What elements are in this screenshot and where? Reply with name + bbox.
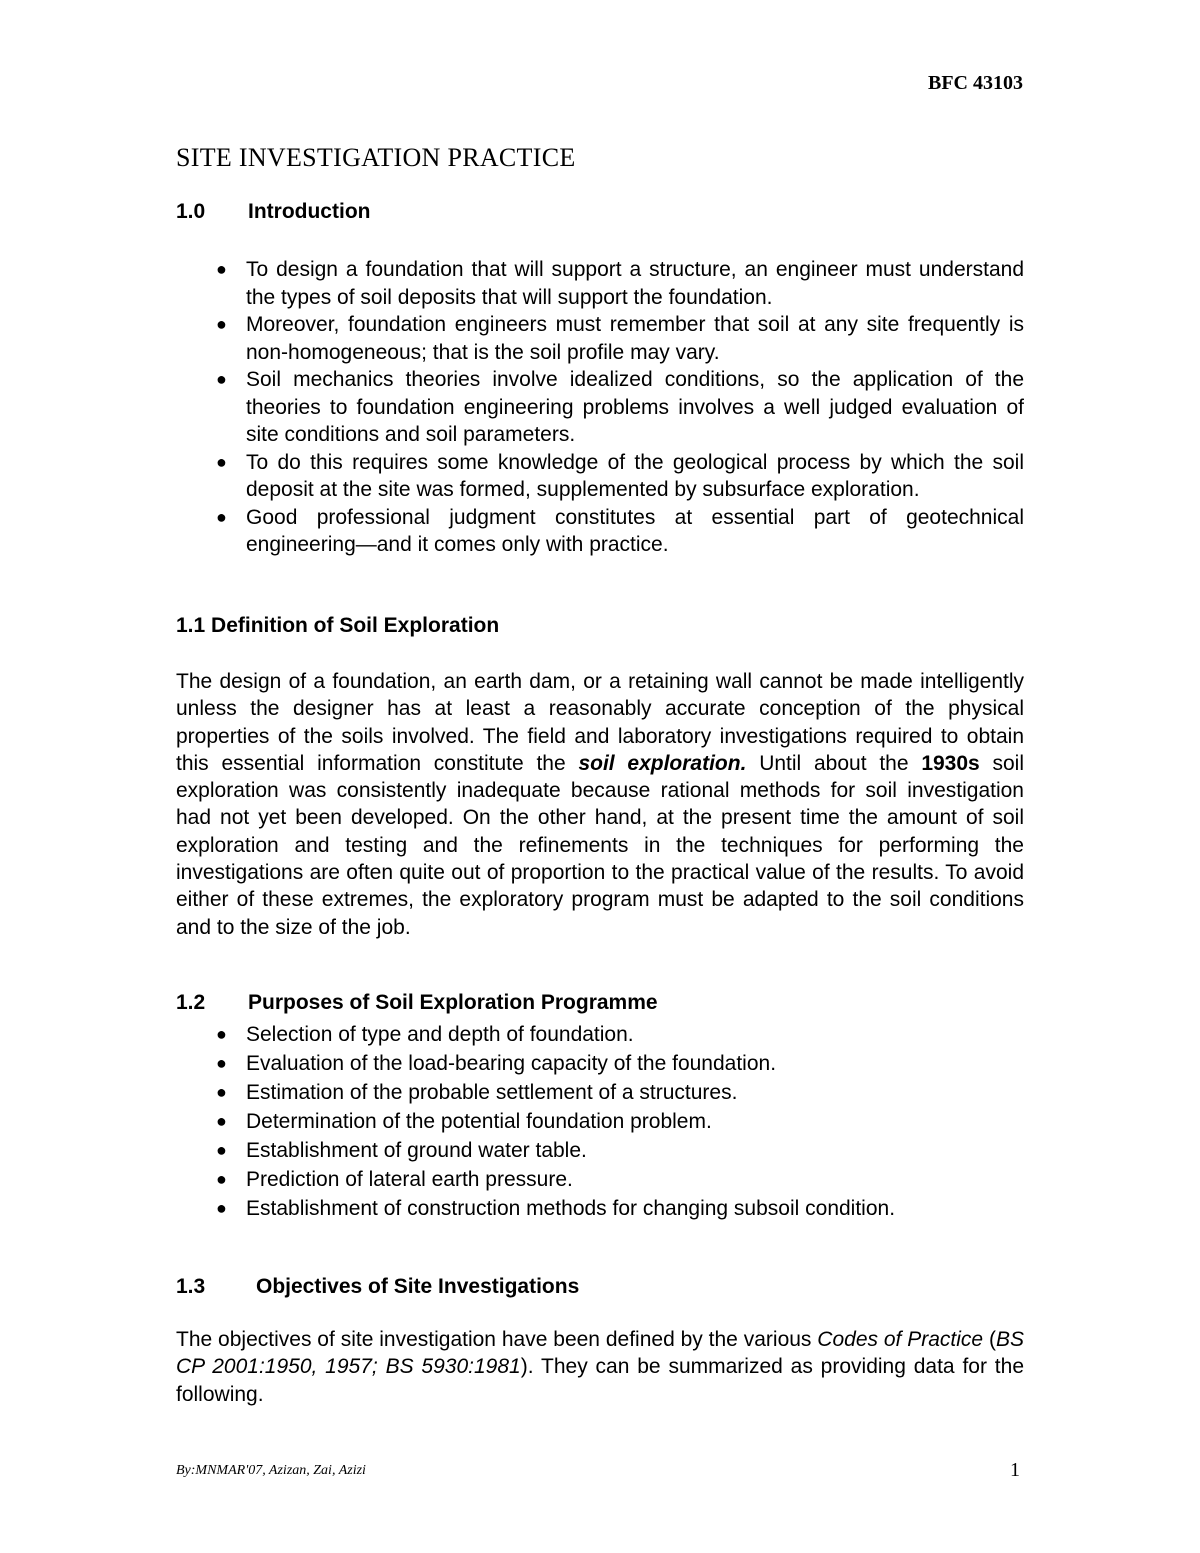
bullet-icon: ● [216, 1024, 227, 1044]
course-code: BFC 43103 [928, 72, 1023, 94]
section-heading-1-1: 1.1 Definition of Soil Exploration [176, 614, 500, 637]
bullet-icon: ● [216, 506, 227, 527]
bullet-icon: ● [216, 259, 227, 279]
list-item: ● Establishment of ground water table. [176, 1136, 1024, 1165]
section-heading-1-3 [176, 1275, 579, 1299]
codes-of-practice: Codes of Practice [817, 1328, 984, 1351]
intro-bullet-list [176, 256, 1024, 559]
page-number: 1 [1010, 1459, 1020, 1481]
section-heading-1-2 [176, 991, 658, 1015]
list-item: ● Good professional judgment constitutes at essential part of geotechnical engineering—and it comes only with practice. [216, 505, 1024, 556]
bullet-icon: ● [216, 369, 227, 389]
section-title: Purposes of Soil Exploration Programme [248, 991, 658, 1014]
bullet-icon: ● [216, 1082, 227, 1102]
footer-author: By:MNMAR'07, Azizan, Zai, Azizi [176, 1463, 366, 1478]
section-title: Introduction [248, 200, 371, 223]
bullet-icon: ● [216, 1198, 227, 1218]
list-item: ● To do this requires some knowledge of the geological process by which the soil deposit at the site was formed, supplemented by subsurface exploration. [216, 450, 1024, 501]
key-term: soil exploration. [578, 751, 747, 775]
section-number: 1.2 [176, 991, 206, 1014]
bullet-icon: ● [216, 314, 227, 334]
list-item: ● Evaluation of the load-bearing capacity of the foundation. [176, 1049, 1024, 1078]
standard-references: BS CP 2001:1950, 1957; BS 5930:1981 [176, 1328, 1025, 1379]
list-item: ● Soil mechanics theories involve idealized conditions, so the application of the theories to foundation engineering problems involves a well judged evaluation of site conditions and soil parameters. [216, 368, 1024, 446]
list-item: ● Moreover, foundation engineers must remember that soil at any site frequently is non-homogeneous; that is the soil profile may vary. [216, 313, 1024, 364]
section-number: 1.3 [176, 1275, 206, 1298]
purposes-bullet-list [176, 1020, 1024, 1223]
bullet-icon: ● [216, 451, 227, 472]
bullet-icon: ● [216, 1169, 227, 1189]
bullet-icon: ● [216, 1053, 227, 1073]
list-item: ● Establishment of construction methods for changing subsoil condition. [176, 1194, 1024, 1223]
document-title: SITE INVESTIGATION PRACTICE [176, 143, 576, 172]
bullet-icon: ● [216, 1111, 227, 1131]
section-title: Objectives of Site Investigations [256, 1275, 580, 1298]
objectives-paragraph: The objectives of site investigation have been defined by the various Codes of Practice (BS CP 2001:1950, 1957; BS 5930:1981). They can be summarized as providing data for the following. [176, 1328, 1025, 1406]
year: 1930s [921, 751, 980, 775]
section-number: 1.0 [176, 200, 206, 223]
list-item: ● Selection of type and depth of foundation. [176, 1020, 1024, 1049]
list-item: ● Estimation of the probable settlement of a structures. [176, 1078, 1024, 1107]
list-item: ● Determination of the potential foundation problem. [176, 1107, 1024, 1136]
definition-paragraph: The design of a foundation, an earth dam, or a retaining wall cannot be made intelligently unless the designer has at least a reasonably accurate conception of the physical properties of the soils involved. The field and laboratory investigations required to obtain this essential information constitute the soil exploration. Until about the 1930s soil exploration was consistently inadequate because rational methods for soil investigation had not yet been developed. On the other hand, at the present time the amount of soil exploration and testing and the refinements in the techniques for performing the investigations are often quite out of proportion to the practical value of the results. To avoid either of these extremes, the exploratory program must be adapted to the soil conditions and to the size of the job. [176, 670, 1025, 939]
list-item: ● To design a foundation that will support a structure, an engineer must understand the types of soil deposits that will support the foundation. [216, 258, 1024, 309]
section-heading-1-0 [176, 200, 370, 224]
bullet-icon: ● [216, 1140, 227, 1160]
list-item: ● Prediction of lateral earth pressure. [176, 1165, 1024, 1194]
